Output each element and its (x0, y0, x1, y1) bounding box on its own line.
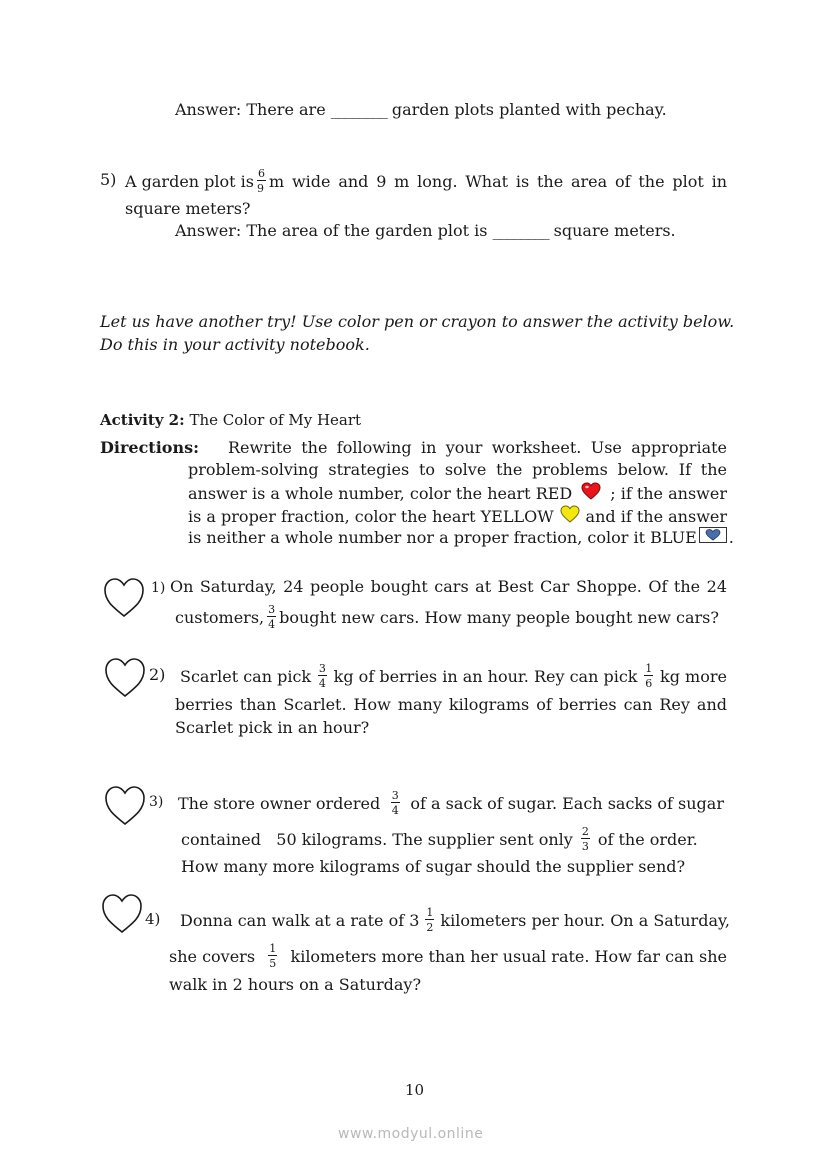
q4-line-3: walk in 2 hours on a Saturday? (169, 975, 422, 994)
yellow-heart-icon (560, 505, 580, 527)
q3-line-2: contained 50 kilograms. The supplier sent only $\frac{2}{3}$ of the order. (181, 825, 698, 853)
q2-line-1: Scarlet can pick $\frac{3}{4}$ kg of berries in an hour. Rey can pick $\frac{1}{6}$ kg more (180, 662, 727, 690)
q1-number: 1) (151, 580, 166, 596)
q1-line-2: customers, $\frac{3}{4}$ bought new cars. How many people bought new cars? (175, 603, 719, 631)
q4-line-1: Donna can walk at a rate of 3 $\frac{1}{2}$ kilometers per hour. On a Saturday, (180, 906, 730, 934)
problem-5-text-2: m wide and 9 m long. What is the area of the plot in (269, 171, 727, 191)
q1-line-1: On Saturday, 24 people bought cars at Best Car Shoppe. Of the 24 (170, 577, 727, 596)
problem-5-answer: Answer: The area of the garden plot is ________ square meters. (175, 221, 676, 240)
directions-line-1: Rewrite the following in your worksheet. Use appropriate (228, 438, 727, 457)
activity-label: Activity 2: (100, 411, 185, 429)
q3-line-3: How many more kilograms of sugar should the supplier send? (181, 857, 686, 876)
q2-number: 2) (149, 665, 166, 684)
answer-blank: ________ (330, 100, 387, 119)
directions-line-2: problem-solving strategies to solve the problems below. If the (188, 460, 727, 479)
problem-5-line-2: square meters? (125, 199, 251, 218)
q3-number: 3) (149, 794, 164, 810)
heart-outline-1-icon (103, 577, 145, 619)
directions-line-3: answer is a whole number, color the heart RED ; if the answer (188, 483, 727, 503)
heart-outline-4-icon (101, 893, 143, 935)
fraction-2-3: $\frac{2}{3}$ (581, 825, 589, 853)
q4-line-2: she covers $\frac{1}{5}$ kilometers more than her usual rate. How far can she (169, 942, 727, 970)
q2-line-2: berries than Scarlet. How many kilograms of berries can Rey and (175, 695, 727, 714)
q2-line-3: Scarlet pick in an hour? (175, 718, 370, 737)
fraction-1-6: $\frac{1}{6}$ (645, 662, 653, 690)
intro-line-1: Let us have another try! Use color pen or crayon to answer the activity below. (100, 312, 735, 331)
fraction-3-4: $\frac{3}{4}$ (318, 662, 326, 690)
fraction-3-4: $\frac{3}{4}$ (391, 789, 399, 817)
fraction-6-9: $\frac{6}{9}$ (257, 167, 266, 195)
intro-line-2: Do this in your activity notebook. (100, 335, 370, 354)
directions-line-5: is neither a whole number nor a proper fraction, color it BLUE . (188, 527, 734, 547)
heart-outline-2-icon (104, 657, 146, 699)
directions-label: Directions: (100, 438, 199, 457)
red-heart-icon (581, 482, 601, 504)
fraction-1-2: $\frac{1}{2}$ (426, 906, 434, 934)
activity-heading (100, 411, 361, 429)
page-number: 10 (405, 1081, 425, 1099)
watermark: www.modyul.online (338, 1126, 484, 1142)
q4-number: 4) (145, 910, 161, 928)
q3-line-1: The store owner ordered $\frac{3}{4}$ of a sack of sugar. Each sacks of sugar (178, 789, 724, 817)
top-answer-line (175, 100, 667, 119)
problem-5-number: 5) (100, 170, 117, 189)
activity-title: The Color of My Heart (189, 411, 362, 429)
problem-5-line-1 (125, 161, 727, 201)
heart-outline-3-icon (104, 785, 146, 827)
blue-heart-icon (699, 527, 727, 547)
directions-line-4: is a proper fraction, color the heart YELLOW and if the answer (188, 506, 727, 526)
answer-prefix: Answer: There are (175, 100, 331, 119)
fraction-1-5: $\frac{1}{5}$ (269, 942, 277, 970)
answer-suffix: garden plots planted with pechay. (386, 100, 667, 119)
problem-5-text-1: A garden plot is (125, 171, 255, 191)
fraction-3-4: $\frac{3}{4}$ (268, 603, 276, 631)
